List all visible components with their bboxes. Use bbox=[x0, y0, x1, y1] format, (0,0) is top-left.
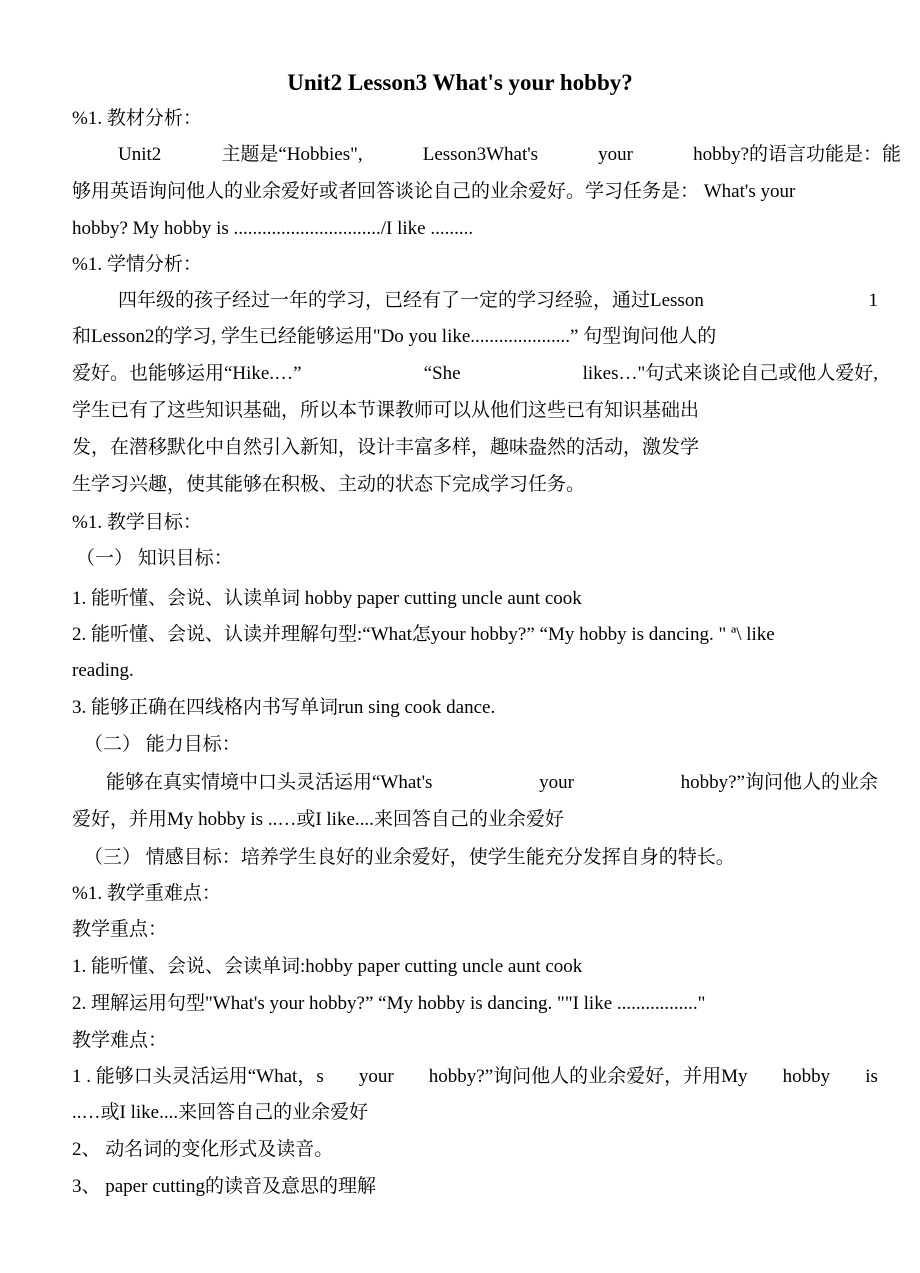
section-heading-teaching-goals: %1. 教学目标： bbox=[72, 512, 202, 533]
paragraph-line bbox=[118, 142, 901, 168]
list-item: 2. 能听懂、会说、认读并理解句型:“What怎your hobby?” “My hobby is dancing. " ª\ like bbox=[72, 624, 775, 645]
paragraph-line: 和Lesson2的学习, 学生已经能够运用"Do you like.....................” 句型询问他人的 bbox=[72, 326, 717, 347]
text-segment: is bbox=[865, 1066, 878, 1087]
paragraph-line bbox=[118, 288, 878, 314]
document-title: Unit2 Lesson3 What's your hobby? bbox=[287, 70, 633, 95]
paragraph-line: 学生已有了这些知识基础，所以本节课教师可以从他们这些已有知识基础出 bbox=[72, 400, 700, 421]
subheading-knowledge-goals: （一） 知识目标： bbox=[76, 548, 233, 569]
text-segment: your bbox=[358, 1066, 394, 1087]
text-segment: your bbox=[598, 144, 633, 165]
text-segment: Unit2 bbox=[118, 144, 162, 165]
list-item: 2. 理解运用句型"What's your hobby?” “My hobby is dancing. ""I like ................." bbox=[72, 993, 706, 1014]
text-segment: “She bbox=[423, 363, 461, 384]
text-segment: 爱好。也能够运用“Hike.…” bbox=[72, 363, 302, 384]
section-heading-key-difficult-points: %1. 教学重难点： bbox=[72, 883, 221, 904]
text-segment: hobby bbox=[782, 1066, 831, 1087]
list-item-continuation: reading. bbox=[72, 660, 134, 681]
list-item: 3. 能够正确在四线格内书写单词run sing cook dance. bbox=[72, 697, 496, 718]
subheading-emotional-goals: （三） 情感目标：培养学生良好的业余爱好，使学生能充分发挥自身的特长。 bbox=[84, 847, 735, 868]
text-segment: 1 . 能够口头灵活运用“What，s bbox=[72, 1066, 324, 1087]
list-item bbox=[72, 1064, 878, 1090]
text-segment: 能够在真实情境中口头灵活运用“What's bbox=[106, 772, 433, 793]
subheading-difficult-points: 教学难点： bbox=[72, 1030, 168, 1051]
text-segment: 主题是“Hobbies", bbox=[221, 144, 363, 165]
paragraph-line: 发，在潜移默化中自然引入新知，设计丰富多样，趣味盎然的活动，激发学 bbox=[72, 437, 700, 458]
paragraph-line bbox=[106, 770, 878, 796]
list-item: 1. 能听懂、会说、认读单词 hobby paper cutting uncle aunt cook bbox=[72, 588, 582, 609]
list-item: 2、 动名词的变化形式及读音。 bbox=[72, 1139, 334, 1160]
text-segment: Lesson3What's bbox=[422, 144, 539, 165]
list-item-continuation: ..…或I like....来回答自己的业余爱好 bbox=[72, 1102, 369, 1123]
section-heading-textbook-analysis: %1. 教材分析： bbox=[72, 108, 202, 129]
list-item: 3、 paper cutting的读音及意思的理解 bbox=[72, 1176, 376, 1197]
text-segment: likes…"句式来谈论自己或他人爱好, bbox=[582, 363, 878, 384]
section-heading-student-analysis: %1. 学情分析： bbox=[72, 254, 202, 275]
paragraph-line: 够用英语询问他人的业余爱好或者回答谈论自己的业余爱好。学习任务是： What's your bbox=[72, 181, 796, 202]
text-segment: 1 bbox=[868, 290, 878, 311]
subheading-ability-goals: （二） 能力目标： bbox=[84, 734, 241, 755]
text-segment: hobby?”询问他人的业余 bbox=[680, 772, 878, 793]
text-segment: hobby?”询问他人的业余爱好，并用My bbox=[428, 1066, 748, 1087]
paragraph-line: hobby? My hobby is .............................../I like ......... bbox=[72, 218, 474, 239]
paragraph-line: 爱好，并用My hobby is ..…或I like....来回答自己的业余爱好 bbox=[72, 809, 564, 830]
text-segment: your bbox=[539, 772, 574, 793]
text-segment: hobby?的语言功能是：能 bbox=[693, 144, 901, 165]
paragraph-line: 生学习兴趣，使其能够在积极、主动的状态下完成学习任务。 bbox=[72, 474, 586, 495]
subheading-key-points: 教学重点： bbox=[72, 919, 168, 940]
paragraph-line bbox=[72, 361, 878, 387]
text-segment: 四年级的孩子经过一年的学习，已经有了一定的学习经验，通过Lesson bbox=[118, 290, 704, 311]
list-item: 1. 能听懂、会说、会读单词:hobby paper cutting uncle aunt cook bbox=[72, 956, 583, 977]
